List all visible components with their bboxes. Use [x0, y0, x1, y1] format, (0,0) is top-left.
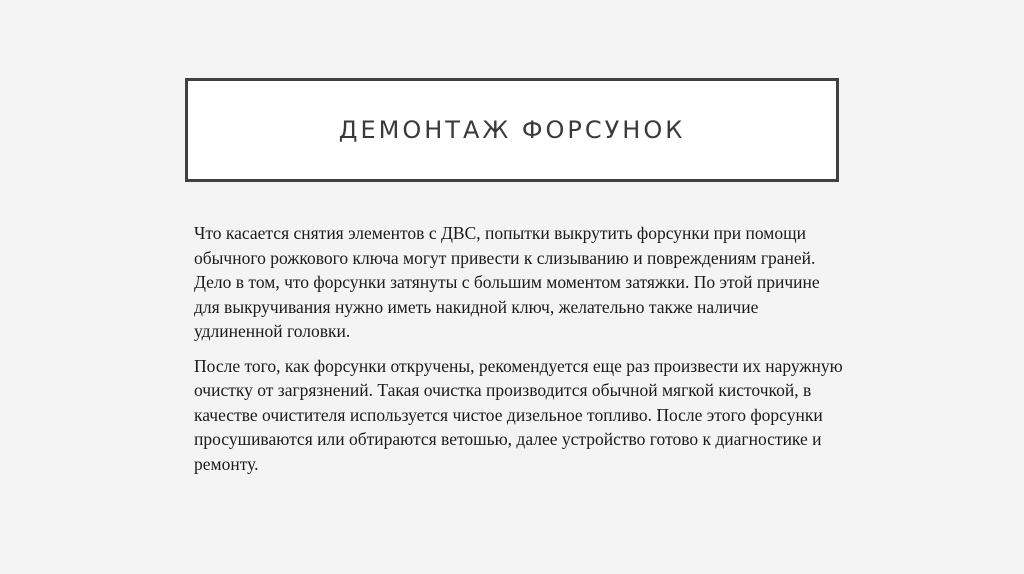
paragraph-2: После того, как форсунки откручены, рекомендуется еще раз произвести их наружную очистку от загрязнений. Такая очистка производится обычной мягкой кисточкой, в качестве очистителя используется чистое дизельное топливо. После этого форсунки просушиваются или обтираются ветошью, далее устройство готово к диагностике и ремонту.: [194, 355, 843, 474]
title-box: [185, 78, 839, 182]
slide-body: [194, 221, 844, 486]
slide-title: ДЕМОНТАЖ ФОРСУНОК: [338, 116, 686, 144]
paragraph-1: Что касается снятия элементов с ДВС, попытки выкрутить форсунки при помощи обычного рожкового ключа могут привести к слизыванию и повреждениям граней. Дело в том, что форсунки затянуты с большим моментом затяжки. По этой причине для выкручивания нужно иметь накидной ключ, желательно также наличие удлиненной головки.: [194, 223, 820, 341]
